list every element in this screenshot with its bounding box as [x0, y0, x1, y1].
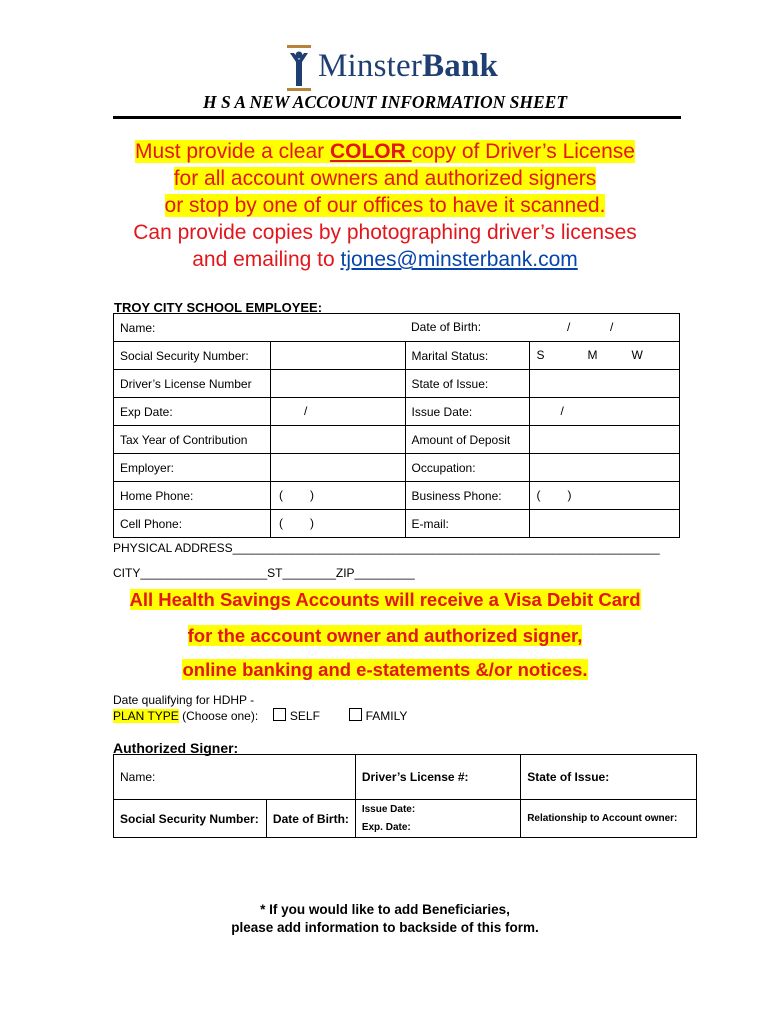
dl-input[interactable]: [270, 370, 405, 398]
plan-type-row: PLAN TYPE (Choose one): SELF FAMILY: [113, 709, 408, 723]
hsa-notice-line-3: online banking and e-statements &/or notices.: [182, 659, 588, 680]
home-phone-label: Home Phone:: [114, 482, 271, 510]
tax-year-input[interactable]: [270, 426, 405, 454]
self-checkbox[interactable]: [273, 708, 286, 721]
family-option[interactable]: FAMILY: [349, 709, 408, 723]
table-row: [114, 755, 697, 800]
minster-bank-logo: [284, 44, 524, 94]
business-phone-input[interactable]: ( ): [530, 482, 680, 510]
cell-phone-label: Cell Phone:: [114, 510, 271, 538]
table-row: [114, 800, 697, 838]
employee-info-table: [113, 313, 680, 538]
hsa-notice-line-1: All Health Savings Accounts will receive a Visa Debit Card: [129, 589, 641, 610]
signer-info-table: [113, 754, 697, 838]
signer-relationship-field[interactable]: Relationship to Account owner:: [521, 800, 697, 838]
self-option[interactable]: SELF: [273, 709, 320, 723]
table-row: [114, 342, 680, 370]
table-row: [114, 398, 680, 426]
signer-name-field[interactable]: Name:: [114, 755, 356, 800]
plan-type-label: PLAN TYPE: [113, 709, 179, 723]
tax-year-label: Tax Year of Contribution: [114, 426, 271, 454]
logo-text: MinsterBank: [318, 48, 499, 84]
signer-dl-field[interactable]: Driver’s License #:: [355, 755, 520, 800]
deposit-label: Amount of Deposit: [405, 426, 530, 454]
signer-state-field[interactable]: State of Issue:: [521, 755, 697, 800]
dl-label: Driver’s License Number: [114, 370, 271, 398]
occupation-input[interactable]: [530, 454, 680, 482]
signer-dob-field[interactable]: Date of Birth:: [266, 800, 355, 838]
title-divider: [113, 116, 681, 119]
employee-section-heading: TROY CITY SCHOOL EMPLOYEE:: [114, 300, 323, 315]
marital-status-field[interactable]: S M W: [530, 342, 680, 370]
exp-label: Exp Date:: [114, 398, 271, 426]
deposit-input[interactable]: [530, 426, 680, 454]
exp-input[interactable]: /: [270, 398, 405, 426]
dob-field[interactable]: Date of Birth: / /: [405, 314, 679, 342]
state-input[interactable]: [530, 370, 680, 398]
table-row: [114, 426, 680, 454]
name-field[interactable]: Name:: [114, 314, 406, 342]
ssn-label: Social Security Number:: [114, 342, 271, 370]
hsa-notice-line-2: for the account owner and authorized signer,: [187, 625, 583, 646]
table-row: [114, 314, 680, 342]
table-row: [114, 454, 680, 482]
table-row: [114, 482, 680, 510]
issue-input[interactable]: /: [530, 398, 680, 426]
occupation-label: Occupation:: [405, 454, 530, 482]
cell-phone-input[interactable]: ( ): [270, 510, 405, 538]
signer-issue-exp-field[interactable]: Issue Date: Exp. Date:: [355, 800, 520, 838]
employer-input[interactable]: [270, 454, 405, 482]
hdhp-qualifying-label: Date qualifying for HDHP -: [113, 693, 255, 707]
marital-status-label: Marital Status:: [405, 342, 530, 370]
employer-label: Employer:: [114, 454, 271, 482]
table-row: [114, 510, 680, 538]
ssn-input[interactable]: [270, 342, 405, 370]
email-input[interactable]: [530, 510, 680, 538]
hourglass-figure-icon: [284, 44, 314, 92]
state-label: State of Issue:: [405, 370, 530, 398]
email-link[interactable]: tjones@minsterbank.com: [340, 248, 578, 271]
business-phone-label: Business Phone:: [405, 482, 530, 510]
city-st-zip-field[interactable]: CITY___________________ST________ZIP_________: [113, 566, 415, 580]
signer-ssn-field[interactable]: Social Security Number:: [114, 800, 267, 838]
signer-section-heading: Authorized Signer:: [113, 740, 239, 756]
license-copy-notice: Must provide a clear COLOR copy of Driver’s License for all account owners and authorized signers or stop by one of our offices to have it scanned. Can provide copies by photographing driver’s licenses and emailing to tjones@minsterbank.com: [133, 140, 637, 271]
physical-address-field[interactable]: PHYSICAL ADDRESS________________________________________________________________: [113, 541, 660, 555]
issue-label: Issue Date:: [405, 398, 530, 426]
home-phone-input[interactable]: ( ): [270, 482, 405, 510]
email-label: E-mail:: [405, 510, 530, 538]
beneficiaries-note: * If you would like to add Beneficiaries, please add information to backside of this form.: [231, 902, 539, 935]
page-title: H S A NEW ACCOUNT INFORMATION SHEET: [202, 92, 568, 112]
table-row: [114, 370, 680, 398]
family-checkbox[interactable]: [349, 708, 362, 721]
